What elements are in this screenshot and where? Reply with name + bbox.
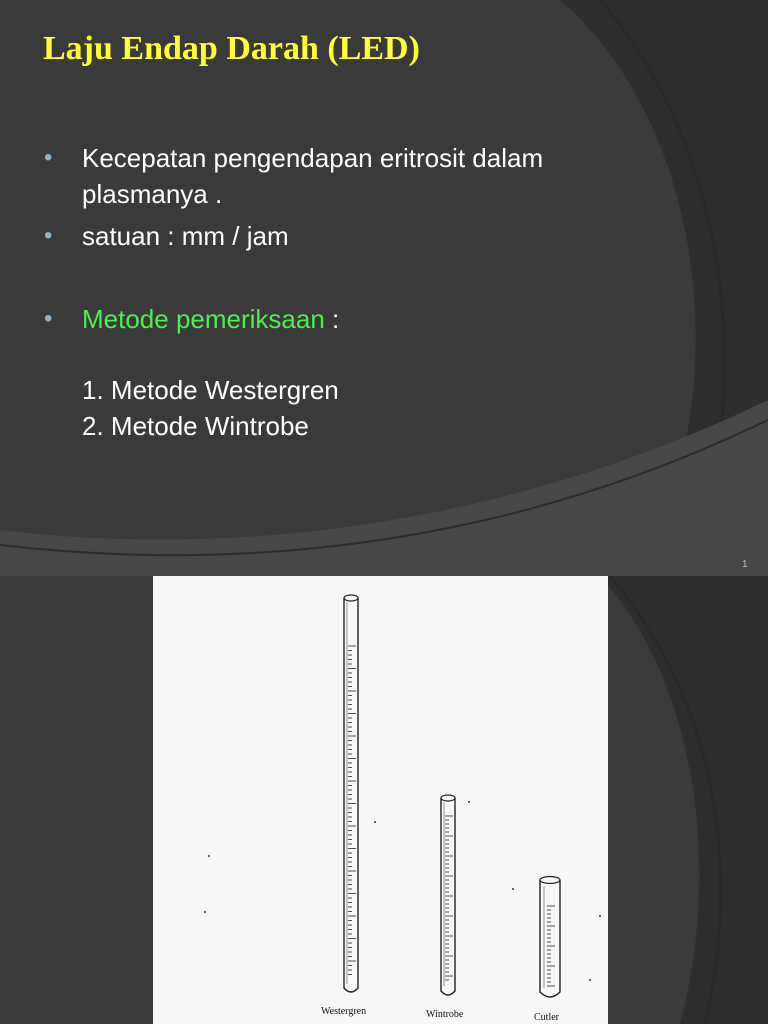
method-westergren: 1. Metode Westergren [82,375,339,405]
sed-rate-tubes-figure [153,576,608,1024]
label-cutler: Cutler [534,1012,559,1023]
bullet-dot-icon: • [44,305,53,332]
label-wintrobe: Wintrobe [426,1009,464,1020]
methods-heading: Metode pemeriksaan [82,304,325,334]
westergren-tube [344,595,358,992]
slide-title: Laju Endap Darah (LED) [43,30,420,67]
bullet-text: satuan : mm / jam [82,221,289,251]
bullet-dot-icon: • [44,222,53,249]
method-wintrobe: 2. Metode Wintrobe [82,411,309,441]
bullet-text: Kecepatan pengendapan eritrosit dalam plasmanya . [82,143,544,209]
wintrobe-tube [441,795,455,995]
methods-colon: : [324,304,340,334]
slide-2 [0,576,768,1024]
cutler-tube [540,877,560,998]
bullet-dot-icon: • [44,144,53,171]
label-westergren: Westergren [321,1006,367,1017]
bullet-methods-text [82,301,642,337]
tubes-illustration [153,576,608,1024]
slide-number: 1 [742,559,748,570]
